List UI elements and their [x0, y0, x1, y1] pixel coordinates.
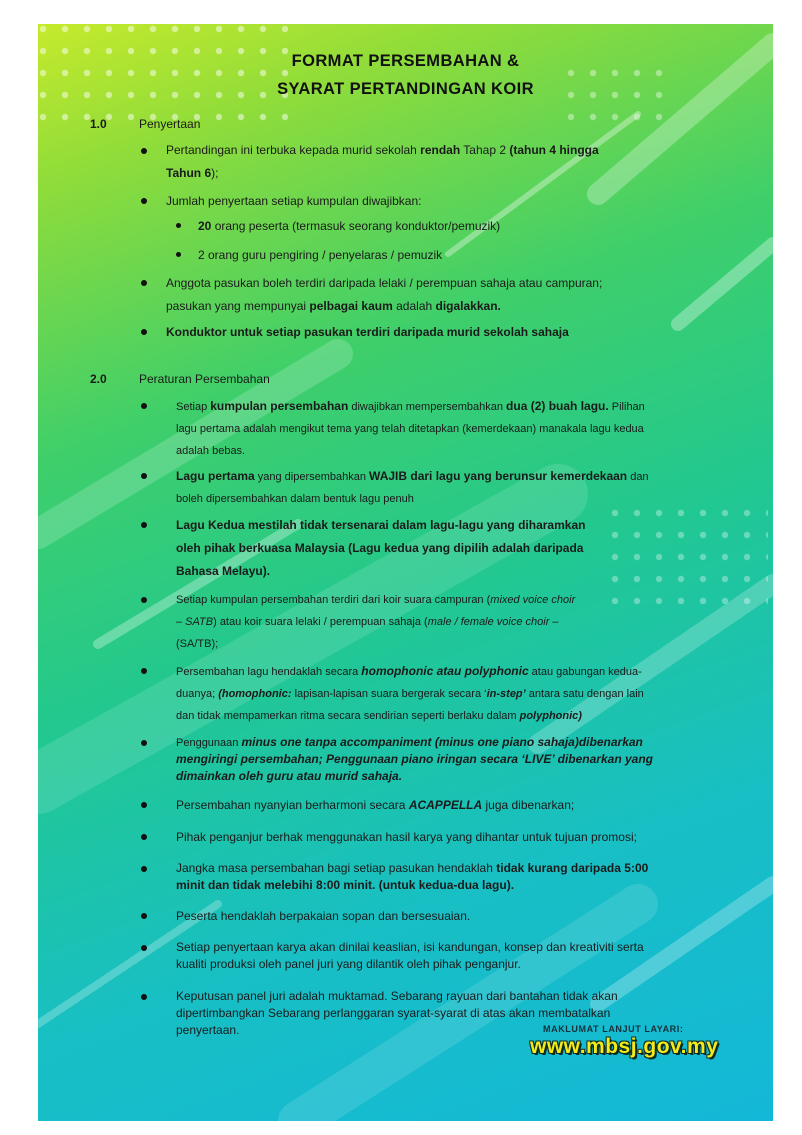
- s1-item-1: Pertandingan ini terbuka kepada murid sekolah rendah Tahap 2 (tahun 4 hingga Tahun 6);: [166, 143, 599, 180]
- s2-item-11: Setiap penyertaan karya akan dinilai keaslian, isi kandungan, konsep dan kreativiti serta kualiti produksi oleh panel juri yang dilantik oleh pihak penganjur.: [176, 940, 644, 971]
- bullet-icon: [141, 802, 147, 808]
- bullet-icon: [141, 945, 147, 951]
- s2-item-7: Persembahan nyanyian berharmoni secara ACAPPELLA juga dibenarkan;: [176, 798, 575, 812]
- bullet-icon: [141, 280, 147, 286]
- s2-item-4: Setiap kumpulan persembahan terdiri dari koir suara campuran (mixed voice choir – SATB) atau koir suara lelaki / perempuan sahaja (male / female voice choir – (SA/TB);: [176, 594, 576, 650]
- footer-label: MAKLUMAT LANJUT LAYARI:: [543, 1024, 684, 1034]
- s2-item-12: Keputusan panel juri adalah muktamad. Sebarang rayuan dari bantahan tidak akan dipertimbangkan Sebarang perlanggaran syarat-syarat di atas akan membatalkan penyertaan.: [176, 989, 618, 1037]
- bullet-icon: [141, 198, 147, 204]
- bullet-icon: [141, 329, 147, 335]
- document-body: [38, 24, 773, 1121]
- section-2-heading: Peraturan Persembahan: [139, 372, 270, 386]
- s1-item-2: Jumlah penyertaan setiap kumpulan diwajibkan:: [166, 194, 422, 208]
- bullet-icon: [141, 994, 147, 1000]
- s2-item-6: Penggunaan minus one tanpa accompaniment (minus one piano sahaja)dibenarkan mengiringi persembahan; Penggunaan piano iringan secara ‘LIVE’ dibenarkan yang dimainkan oleh guru atau murid sahaja.: [176, 735, 653, 783]
- footer-website-link[interactable]: www.mbsj.gov.my: [530, 1035, 719, 1058]
- sub-bullet-icon: [176, 252, 181, 257]
- bullet-icon: [141, 148, 147, 154]
- section-2-number: 2.0: [90, 372, 107, 386]
- bullet-icon: [141, 522, 147, 528]
- bullet-icon: [141, 913, 147, 919]
- s1-item-3: Anggota pasukan boleh terdiri daripada lelaki / perempuan sahaja atau campuran; pasukan yang mempunyai pelbagai kaum adalah digalakkan.: [166, 276, 603, 313]
- s1-item-2-sub-2: 2 orang guru pengiring / penyelaras / pemuzik: [198, 248, 443, 262]
- bullet-icon: [141, 668, 147, 674]
- bullet-icon: [141, 866, 147, 872]
- s2-item-1: Setiap kumpulan persembahan diwajibkan mempersembahkan dua (2) buah lagu. Pilihan lagu pertama adalah mengikut tema yang telah ditetapkan (kemerdekaan) manakala lagu kedua adalah bebas.: [176, 399, 645, 457]
- s2-item-3: Lagu Kedua mestilah tidak tersenarai dalam lagu-lagu yang diharamkan oleh pihak berkuasa Malaysia (Lagu kedua yang dipilih adalah daripada Bahasa Melayu).: [176, 518, 586, 578]
- s1-item-2-sub-1: 20 orang peserta (termasuk seorang konduktor/pemuzik): [198, 219, 501, 233]
- poster: [38, 24, 773, 1121]
- s2-item-2: Lagu pertama yang dipersembahkan WAJIB dari lagu yang berunsur kemerdekaan dan boleh dipersembahkan dalam bentuk lagu penuh: [176, 469, 649, 505]
- section-1-heading: Penyertaan: [139, 117, 201, 131]
- bullet-icon: [141, 834, 147, 840]
- s2-item-9: Jangka masa persembahan bagi setiap pasukan hendaklah tidak kurang daripada 5:00 minit dan tidak melebihi 8:00 minit. (untuk kedua-dua lagu).: [176, 861, 649, 892]
- s1-item-4: Konduktor untuk setiap pasukan terdiri daripada murid sekolah sahaja: [166, 325, 569, 339]
- bullet-icon: [141, 740, 147, 746]
- page-title-line-1: FORMAT PERSEMBAHAN &: [291, 52, 520, 70]
- section-1-number: 1.0: [90, 117, 107, 131]
- bullet-icon: [141, 403, 147, 409]
- page-title-line-2: SYARAT PERTANDINGAN KOIR: [277, 80, 534, 98]
- bullet-icon: [141, 473, 147, 479]
- sub-bullet-icon: [176, 223, 181, 228]
- s2-item-8: Pihak penganjur berhak menggunakan hasil karya yang dihantar untuk tujuan promosi;: [176, 830, 637, 844]
- s2-item-5: Persembahan lagu hendaklah secara homophonic atau polyphonic atau gabungan kedua- duanya; (homophonic: lapisan-lapisan suara bergerak secara ‘in-step’ antara satu dengan lain dan tidak mempamerkan ritma secara sendirian seperti berlaku dalam polyphonic): [176, 664, 644, 722]
- s2-item-10: Peserta hendaklah berpakaian sopan dan bersesuaian.: [176, 909, 471, 923]
- bullet-icon: [141, 597, 147, 603]
